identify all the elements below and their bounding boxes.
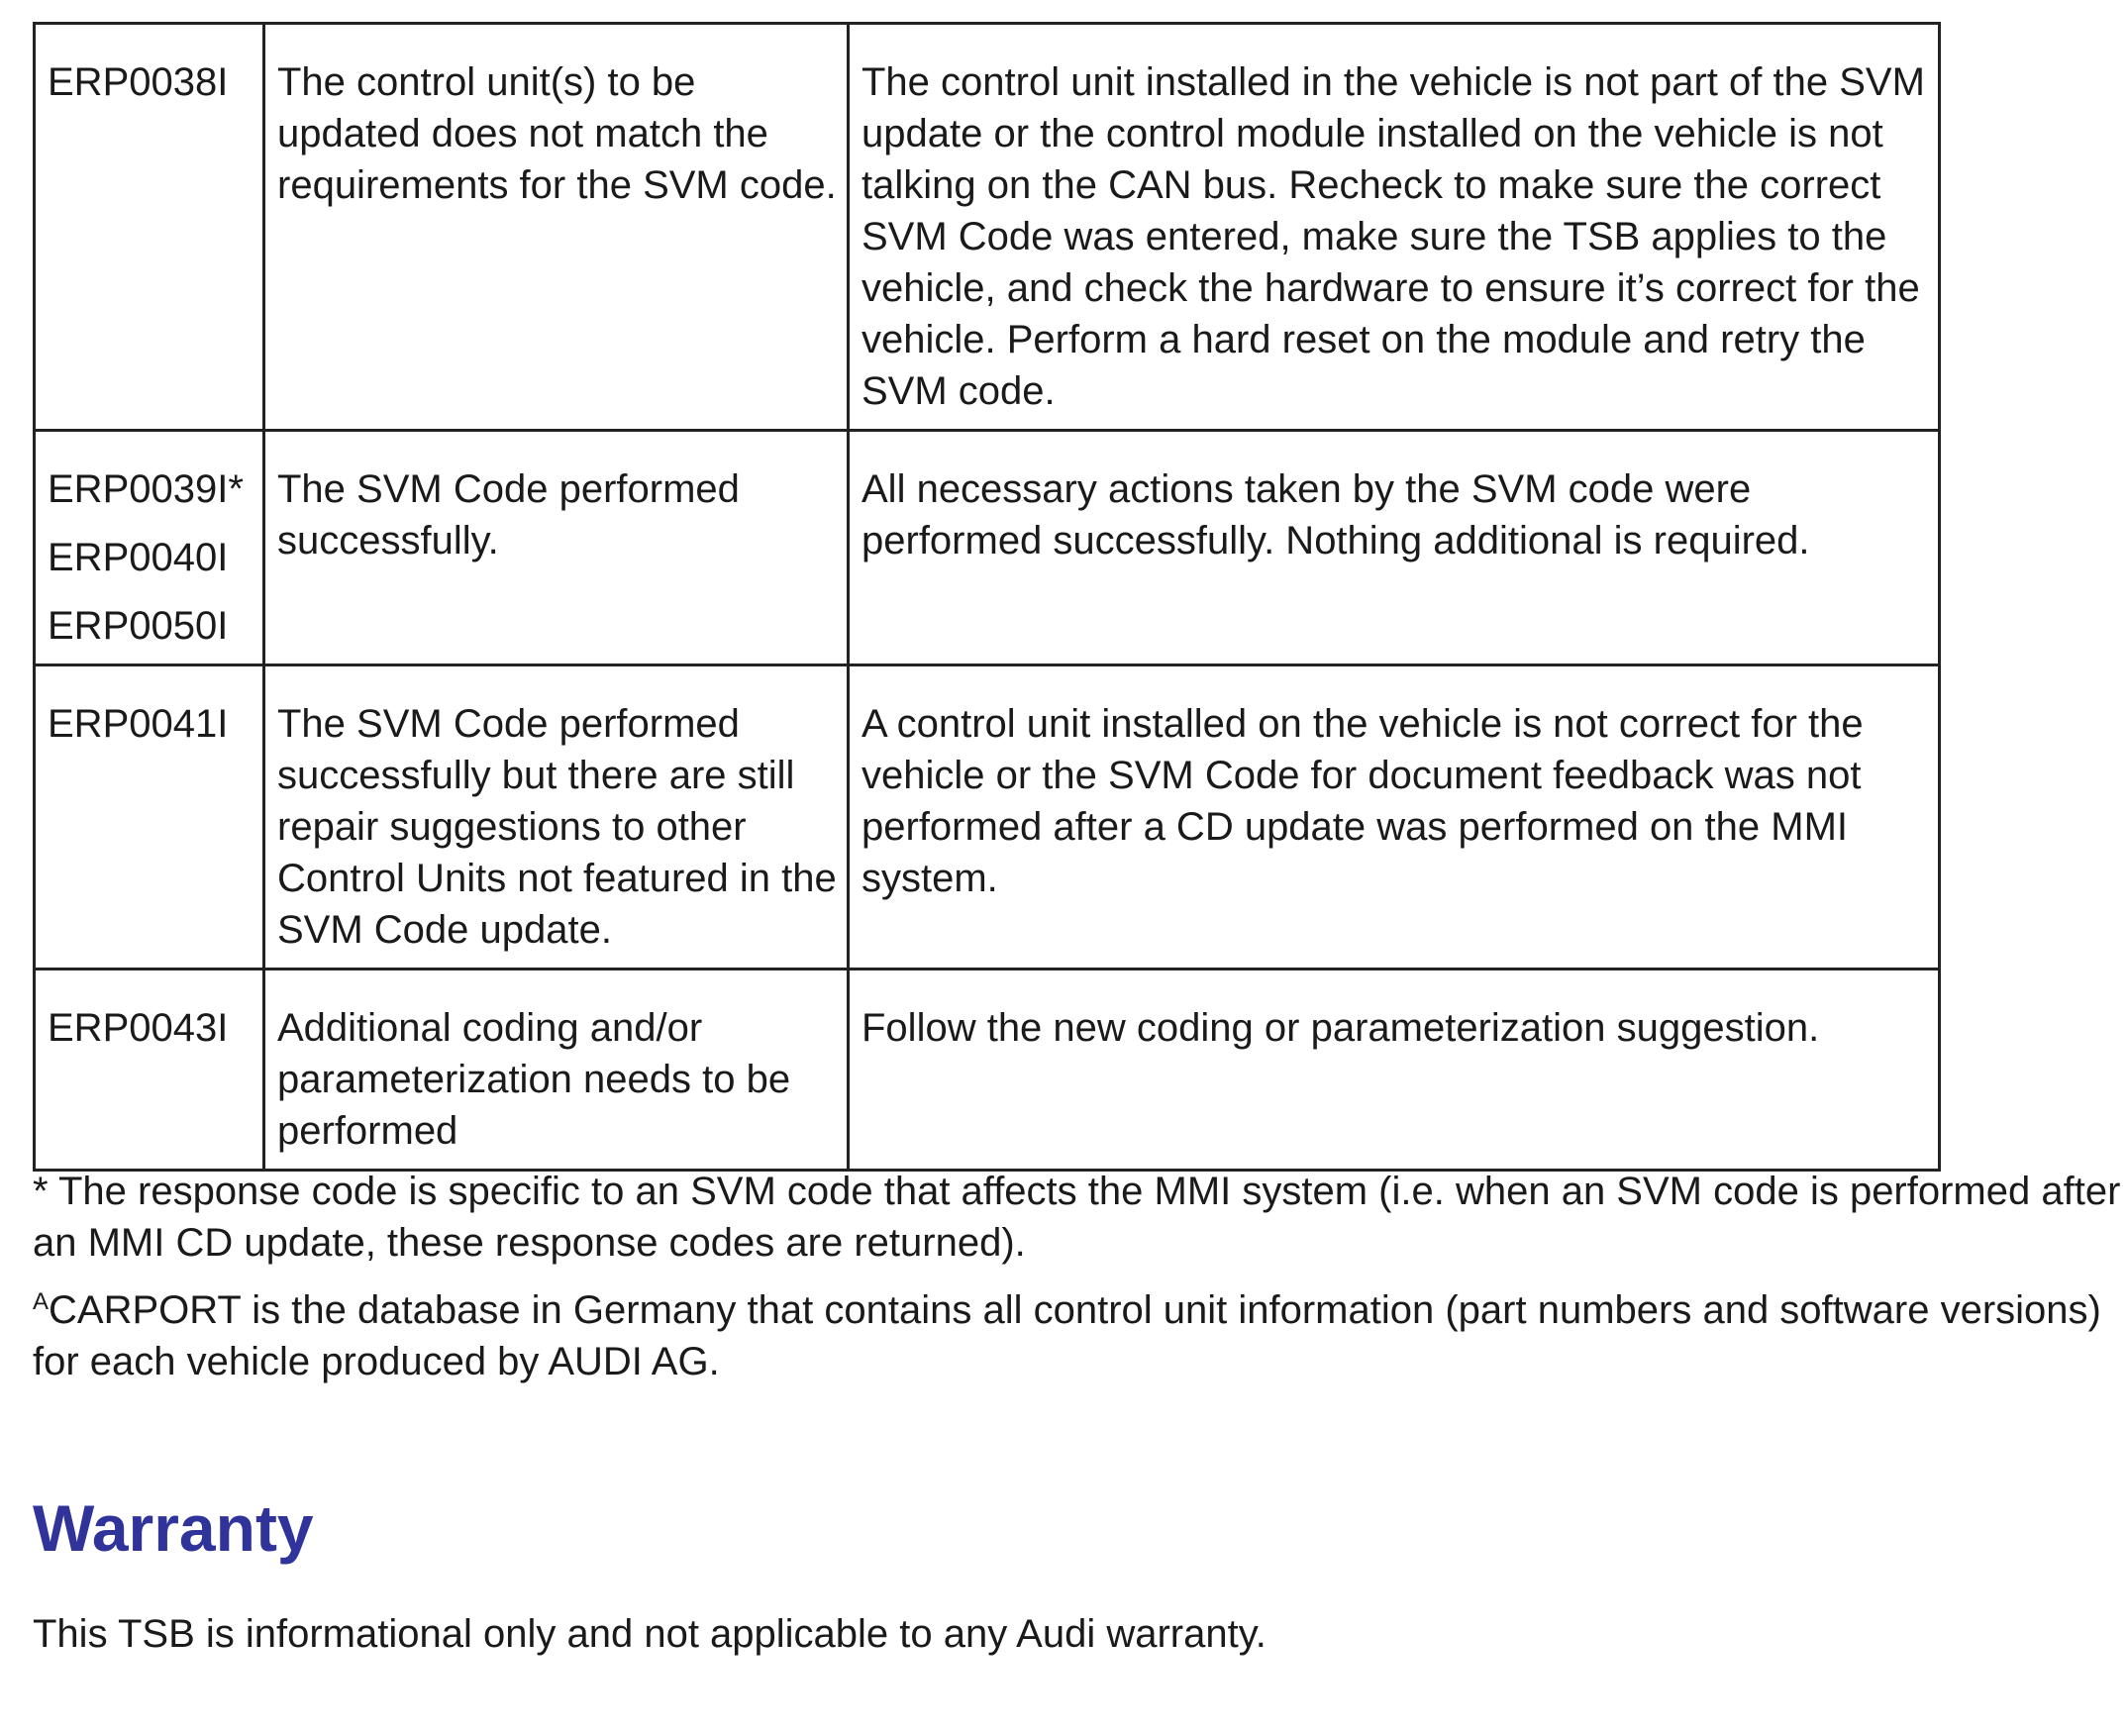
response-code: ERP0043I [48, 1006, 229, 1050]
action-cell: Follow the new coding or parameterization suggestion. [849, 970, 1940, 1171]
response-code: ERP0038I [48, 60, 229, 104]
meaning-cell: The SVM Code performed successfully. [264, 431, 849, 665]
meaning-cell: Additional coding and/or parameterization needs to be performed [264, 970, 849, 1171]
table-row [35, 24, 1940, 431]
action-cell: The control unit installed in the vehicle is not part of the SVM update or the control module installed on the vehicle is not talking on the CAN bus. Recheck to make sure the correct SVM Code was entered, make sure the TSB applies to the vehicle, and check the hardware to ensure it’s correct for the vehicle. Perform a hard reset on the module and retry the SVM code. [849, 24, 1940, 431]
response-code-table [33, 22, 1941, 1172]
action-cell: A control unit installed on the vehicle is not correct for the vehicle or the SVM Code for document feedback was not performed after a CD update was performed on the MMI system. [849, 665, 1940, 970]
action-cell: All necessary actions taken by the SVM code were performed successfully. Nothing additional is required. [849, 431, 1940, 665]
meaning-cell: The SVM Code performed successfully but there are still repair suggestions to other Control Units not featured in the SVM Code update. [264, 665, 849, 970]
table-row [35, 970, 1940, 1171]
response-code-cell [35, 970, 264, 1171]
response-code-cell [35, 665, 264, 970]
response-code-cell [35, 431, 264, 665]
response-code: ERP0050I [48, 604, 229, 648]
table-row [35, 665, 1940, 970]
footnote-marker: A [33, 1288, 50, 1315]
table-row [35, 431, 1940, 665]
response-code: ERP0040I [48, 536, 229, 579]
asterisk-footnote: * The response code is specific to an SVM code that affects the MMI system (i.e. when an SVM code is performed after an MMI CD update, these response codes are returned). [33, 1170, 2121, 1265]
carport-footnote-text: CARPORT is the database in Germany that contains all control unit information (part numbers and software versions) for each vehicle produced by AUDI AG. [33, 1288, 2101, 1383]
meaning-cell: The control unit(s) to be updated does not match the requirements for the SVM code. [264, 24, 849, 431]
response-code: ERP0039I* [48, 467, 244, 511]
carport-footnote [33, 1284, 2122, 1387]
warranty-text: This TSB is informational only and not applicable to any Audi warranty. [33, 1612, 1267, 1656]
footnotes [33, 1166, 2122, 1403]
response-code: ERP0041I [48, 702, 229, 746]
response-code-cell [35, 24, 264, 431]
warranty-heading: Warranty [33, 1491, 314, 1565]
